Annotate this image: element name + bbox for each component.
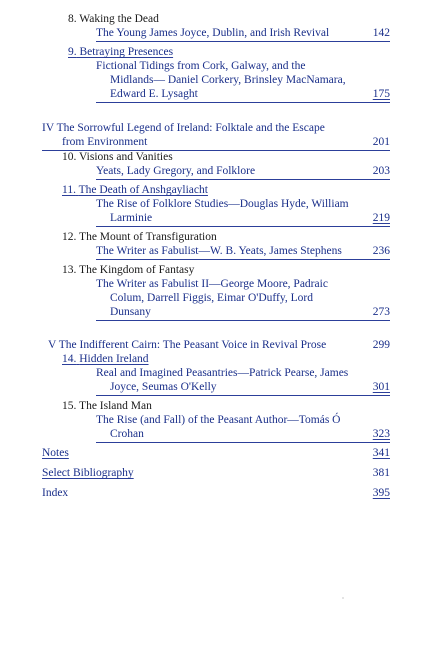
chapter-title: The Mount of Transfiguration xyxy=(79,231,217,243)
chapter-10-page[interactable]: 203 xyxy=(372,165,390,177)
chapter-9-subtitle-1[interactable]: Fictional Tidings from Cork, Galway, and the xyxy=(96,60,306,72)
chapter-11-subtitle-2[interactable]: Larminie xyxy=(110,212,153,224)
chapter-10-heading xyxy=(62,151,173,164)
part-4-heading-2[interactable]: from Environment xyxy=(62,136,148,148)
chapter-10-subtitle[interactable]: Yeats, Lady Gregory, and Folklore xyxy=(96,165,256,177)
chapter-12-subtitle[interactable]: The Writer as Fabulist—W. B. Yeats, James Stephens xyxy=(96,245,342,257)
chapter-14-heading[interactable] xyxy=(62,353,149,366)
chapter-number: 14. xyxy=(62,353,77,365)
link-underline xyxy=(96,442,390,443)
link-underline xyxy=(96,179,390,180)
part-number: V xyxy=(48,339,57,351)
chapter-12-page[interactable]: 236 xyxy=(372,245,390,257)
chapter-title: Waking the Dead xyxy=(79,13,159,25)
chapter-9-page[interactable]: 175 xyxy=(372,88,390,100)
chapter-15-heading xyxy=(62,400,152,413)
part-4-page[interactable]: 201 xyxy=(372,136,390,148)
chapter-number: 13. xyxy=(62,264,77,276)
chapter-8-heading xyxy=(68,13,159,26)
chapter-13-page[interactable]: 273 xyxy=(372,306,390,318)
chapter-number: 8. xyxy=(68,13,77,25)
chapter-11-subtitle-1[interactable]: The Rise of Folklore Studies—Douglas Hyde, William xyxy=(96,198,349,210)
chapter-title: The Kingdom of Fantasy xyxy=(79,264,195,276)
chapter-title: The Death of Anshgayliacht xyxy=(78,184,208,196)
chapter-11-heading[interactable] xyxy=(62,184,208,197)
index-link[interactable]: Index xyxy=(42,487,69,499)
page-speck xyxy=(342,597,344,599)
chapter-13-heading xyxy=(62,264,194,277)
chapter-9-heading[interactable] xyxy=(68,46,173,59)
chapter-number: 9. xyxy=(68,46,77,58)
link-underline xyxy=(96,102,390,103)
bibliography-link[interactable]: Select Bibliography xyxy=(42,467,134,479)
link-underline xyxy=(96,395,390,396)
chapter-14-subtitle-1[interactable]: Real and Imagined Peasantries—Patrick Pearse, James xyxy=(96,367,349,379)
notes-link[interactable]: Notes xyxy=(42,447,69,459)
chapter-13-subtitle-2[interactable]: Colum, Darrell Figgis, Eimar O'Duffy, Lord xyxy=(110,292,313,304)
link-underline xyxy=(96,259,390,260)
chapter-11-page[interactable]: 219 xyxy=(372,212,390,224)
bibliography-page[interactable]: 381 xyxy=(372,467,390,479)
part-number: IV xyxy=(42,122,54,134)
chapter-14-page[interactable]: 301 xyxy=(372,381,390,393)
chapter-number: 12. xyxy=(62,231,77,243)
chapter-15-subtitle-1[interactable]: The Rise (and Fall) of the Peasant Author—Tomás Ó xyxy=(96,414,341,426)
chapter-12-heading xyxy=(62,231,217,244)
chapter-8-subtitle[interactable]: The Young James Joyce, Dublin, and Irish Revival xyxy=(96,27,330,39)
link-underline xyxy=(96,320,390,321)
link-underline xyxy=(96,41,390,42)
chapter-9-subtitle-3[interactable]: Edward E. Lysaght xyxy=(110,88,198,100)
part-title: The Sorrowful Legend of Ireland: Folktale and the Escape xyxy=(56,122,325,134)
chapter-number: 10. xyxy=(62,151,77,163)
chapter-9-subtitle-2[interactable]: Midlands— Daniel Corkery, Brinsley MacNamara, xyxy=(110,74,346,86)
part-title: The Indifferent Cairn: The Peasant Voice in Revival Prose xyxy=(58,339,327,351)
chapter-8-page[interactable]: 142 xyxy=(372,27,390,39)
chapter-title: Hidden Ireland xyxy=(79,353,149,365)
chapter-number: 11. xyxy=(62,184,76,196)
part-5-heading[interactable] xyxy=(48,339,326,352)
chapter-14-subtitle-2[interactable]: Joyce, Seumas O'Kelly xyxy=(110,381,217,393)
chapter-title: Betraying Presences xyxy=(79,46,174,58)
chapter-13-subtitle-1[interactable]: The Writer as Fabulist II—George Moore, Padraic xyxy=(96,278,328,290)
chapter-title: The Island Man xyxy=(79,400,152,412)
part-4-heading-1[interactable] xyxy=(42,122,325,135)
chapter-15-page[interactable]: 323 xyxy=(372,428,390,440)
chapter-title: Visions and Vanities xyxy=(79,151,173,163)
chapter-15-subtitle-2[interactable]: Crohan xyxy=(110,428,144,440)
chapter-13-subtitle-3[interactable]: Dunsany xyxy=(110,306,151,318)
chapter-number: 15. xyxy=(62,400,77,412)
notes-page[interactable]: 341 xyxy=(372,447,390,459)
link-underline xyxy=(96,226,390,227)
part-5-page[interactable]: 299 xyxy=(372,339,390,351)
index-page[interactable]: 395 xyxy=(372,487,390,499)
